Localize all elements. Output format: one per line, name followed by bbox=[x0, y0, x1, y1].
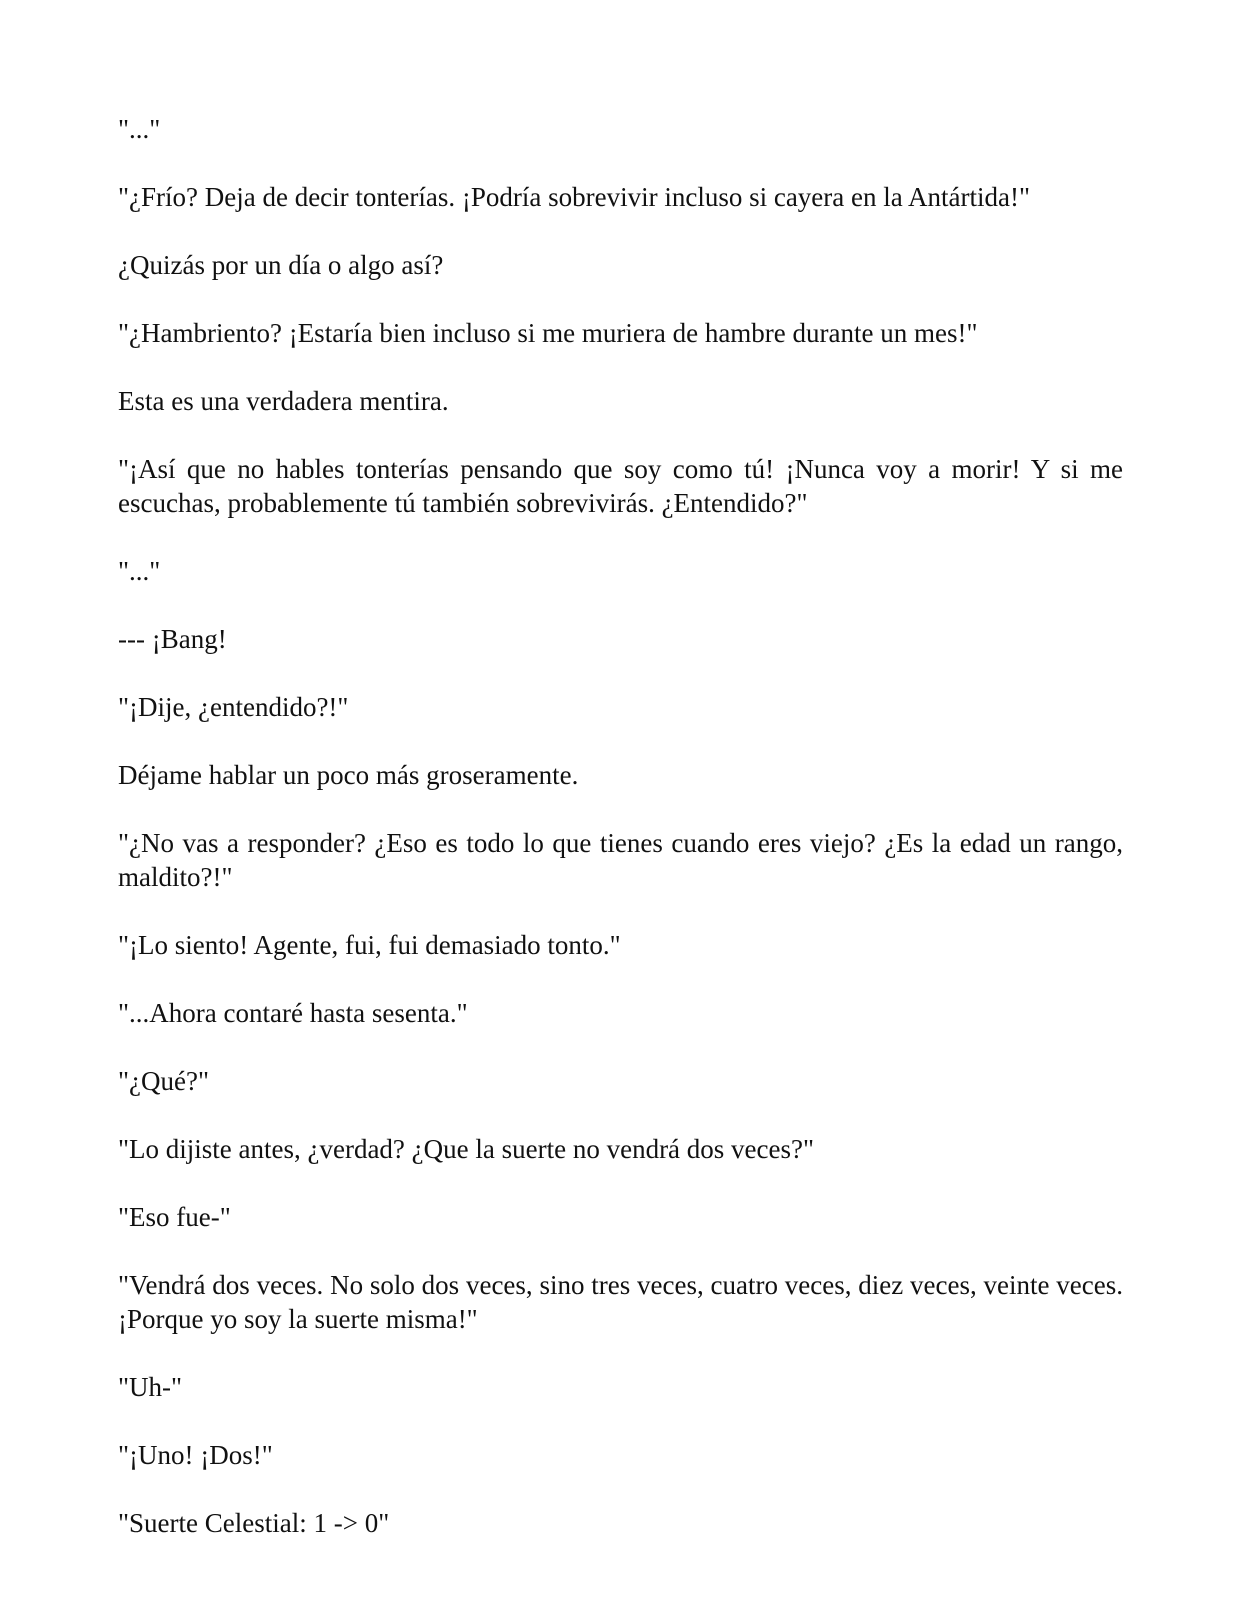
paragraph: "¿Qué?" bbox=[118, 1066, 209, 1096]
paragraph: "¡Lo siento! Agente, fui, fui demasiado tonto." bbox=[118, 930, 621, 960]
paragraph: "¡Dije, ¿entendido?!" bbox=[118, 692, 349, 722]
paragraph: --- ¡Bang! bbox=[118, 624, 227, 654]
paragraph: "¿Hambriento? ¡Estaría bien incluso si me muriera de hambre durante un mes!" bbox=[118, 318, 978, 348]
paragraph: "Vendrá dos veces. No solo dos veces, sino tres veces, cuatro veces, diez veces, veinte veces. ¡Porque yo soy la suerte misma!" bbox=[118, 1270, 1130, 1334]
paragraph: "..." bbox=[118, 556, 161, 586]
document-body bbox=[118, 112, 1130, 1574]
paragraph: Déjame hablar un poco más groseramente. bbox=[118, 760, 579, 790]
paragraph: ¿Quizás por un día o algo así? bbox=[118, 250, 444, 280]
paragraph: "Eso fue-" bbox=[118, 1202, 231, 1232]
paragraph: "¿No vas a responder? ¿Eso es todo lo que tienes cuando eres viejo? ¿Es la edad un rango, maldito?!" bbox=[118, 828, 1130, 892]
paragraph: "Uh-" bbox=[118, 1372, 183, 1402]
paragraph: "¡Así que no hables tonterías pensando que soy como tú! ¡Nunca voy a morir! Y si me escuchas, probablemente tú también sobrevivirás. ¿Entendido?" bbox=[118, 454, 1130, 518]
paragraph: "Lo dijiste antes, ¿verdad? ¿Que la suerte no vendrá dos veces?" bbox=[118, 1134, 815, 1164]
paragraph: "...Ahora contaré hasta sesenta." bbox=[118, 998, 468, 1028]
paragraph: "..." bbox=[118, 114, 161, 144]
paragraph: "¡Uno! ¡Dos!" bbox=[118, 1440, 273, 1470]
paragraph: "¿Frío? Deja de decir tonterías. ¡Podría sobrevivir incluso si cayera en la Antártida!" bbox=[118, 182, 1030, 212]
paragraph: Esta es una verdadera mentira. bbox=[118, 386, 449, 416]
paragraph: "Suerte Celestial: 1 -> 0" bbox=[118, 1508, 390, 1538]
